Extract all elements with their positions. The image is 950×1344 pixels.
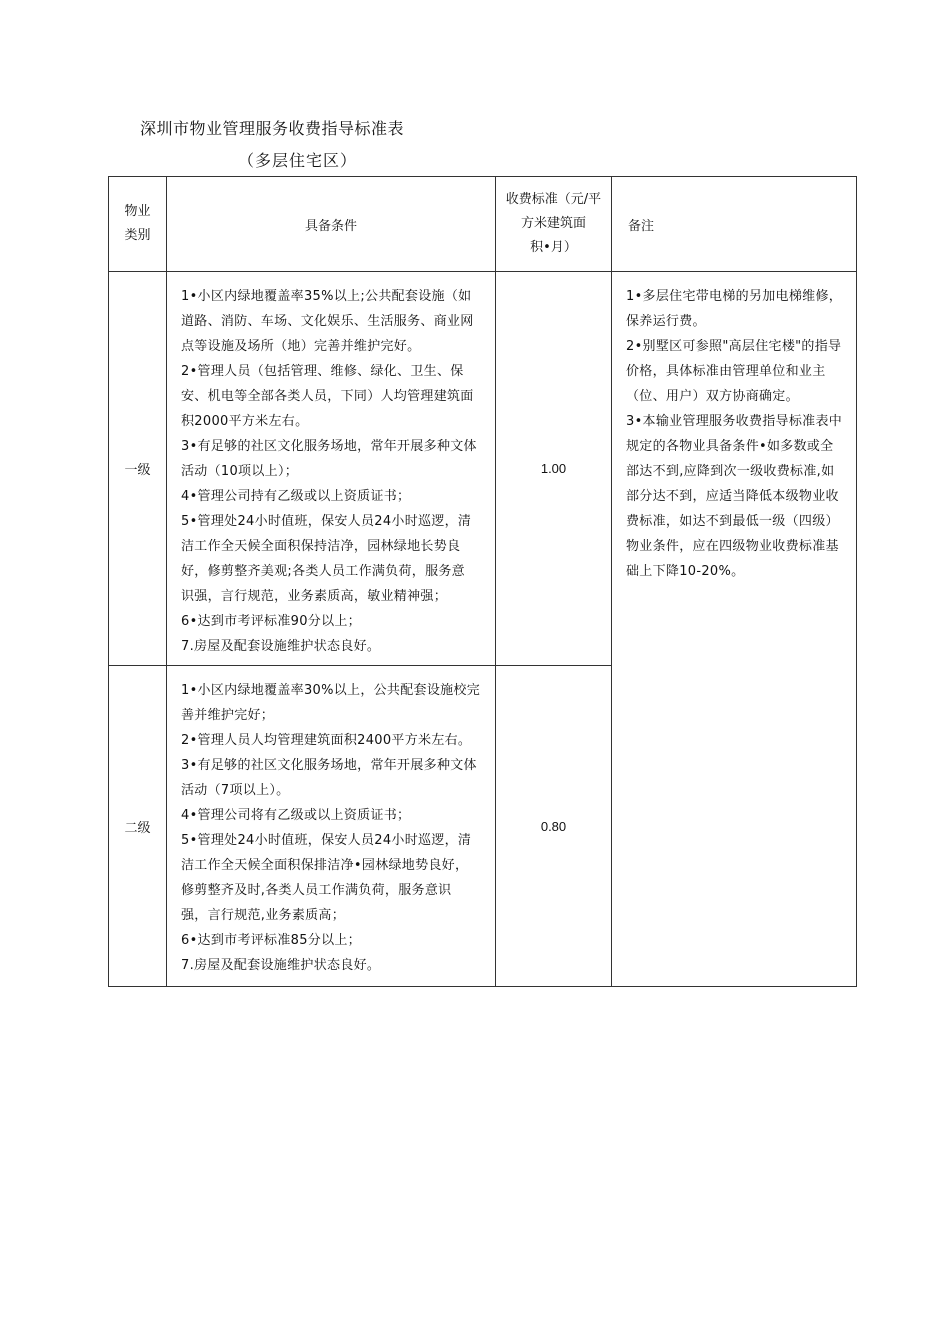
condition-line: 洁工作全天候全面积保排洁净•园林绿地势良好， [181, 858, 469, 873]
document-title: 深圳市物业管理服务收费指导标准表 [140, 119, 405, 138]
condition-line: 善并维护完好； [181, 708, 275, 723]
condition-line: 5•管理处24小时值班，保安人员24小时巡逻，清 [181, 833, 472, 848]
header-fee [496, 177, 612, 272]
category-cell: 二级 [109, 666, 167, 987]
condition-line: 洁工作全天候全面积保持洁净，园林绿地长势良 [181, 539, 461, 554]
note-line: 1•多层住宅带电梯的另加电梯维修， [626, 289, 843, 304]
note-line: 础上下降10-20%。 [626, 564, 745, 579]
condition-line: 4•管理公司持有乙级或以上资质证书； [181, 489, 411, 504]
condition-line: 4•管理公司将有乙级或以上资质证书； [181, 808, 411, 823]
notes-cell [612, 272, 857, 987]
note-line: 物业条件，应在四级物业收费标准基 [626, 539, 839, 554]
note-line: 部分达不到，应适当降低本级物业收 [626, 489, 839, 504]
condition-line: 好，修剪整齐美观;各类人员工作满负荷，服务意 [181, 564, 465, 579]
condition-line: 5•管理处24小时值班，保安人员24小时巡逻，清 [181, 514, 472, 529]
note-line: 3•本输业管理服务收费指导标准表中 [626, 414, 843, 429]
condition-line: 点等设施及场所（地）完善并维护完好。 [181, 339, 421, 354]
conditions-cell [167, 666, 496, 987]
condition-line: 积2000平方米左右。 [181, 414, 309, 429]
note-line: 部达不到,应降到次一级收费标准,如 [626, 464, 835, 479]
header-conditions: 具备条件 [167, 177, 496, 272]
condition-line: 6•达到市考评标准85分以上； [181, 933, 361, 948]
header-fee-line: 方米建筑面 [520, 216, 586, 231]
document-subtitle: （多层住宅区） [238, 151, 358, 170]
condition-line: 1•小区内绿地覆盖率35%以上;公共配套设施（如 [181, 289, 472, 304]
condition-line: 1•小区内绿地覆盖率30%以上，公共配套设施校完 [181, 683, 481, 698]
condition-line: 活动（7项以上）。 [181, 783, 290, 798]
conditions-list [167, 272, 495, 659]
fee-cell: 1.00 [496, 272, 612, 666]
note-line: 规定的各物业具备条件•如多数或全 [626, 439, 834, 454]
table-header-row [109, 177, 857, 272]
fee-standard-table [108, 176, 857, 987]
category-cell: 一级 [109, 272, 167, 666]
condition-line: 3•有足够的社区文化服务场地，常年开展多种文体 [181, 439, 477, 454]
condition-line: 3•有足够的社区文化服务场地，常年开展多种文体 [181, 758, 477, 773]
note-line: 保养运行费。 [626, 314, 706, 329]
condition-line: 修剪整齐及时,各类人员工作满负荷，服务意识 [181, 883, 452, 898]
condition-line: 7.房屋及配套设施维护状态良好。 [181, 958, 381, 973]
header-fee-line: 收费标准（元/平 [505, 192, 602, 207]
header-category-line: 物业 [124, 204, 151, 219]
condition-line: 2•管理人员人均管理建筑面积2400平方米左右。 [181, 733, 472, 748]
notes-list [612, 272, 856, 584]
note-line: 价格，具体标准由管理单位和业主 [626, 364, 826, 379]
fee-cell: 0.80 [496, 666, 612, 987]
header-category-line: 类别 [124, 228, 151, 243]
condition-line: 安、机电等全部各类人员，下同）人均管理建筑面 [181, 389, 474, 404]
condition-line: 强，言行规范,业务素质高； [181, 908, 346, 923]
table-row [109, 272, 857, 666]
condition-line: 识强，言行规范，业务素质高，敏业精神强； [181, 589, 448, 604]
condition-line: 2•管理人员（包括管理、维修、绿化、卫生、保 [181, 364, 464, 379]
header-category [109, 177, 167, 272]
condition-line: 6•达到市考评标准90分以上； [181, 614, 361, 629]
note-line: 费标准，如达不到最低一级（四级） [626, 514, 839, 529]
header-fee-line: 积•月） [530, 240, 577, 255]
condition-line: 活动（10项以上）； [181, 464, 299, 479]
condition-line: 道路、消防、车场、文化娱乐、生活服务、商业网 [181, 314, 474, 329]
conditions-list [167, 666, 495, 978]
note-line: 2•别墅区可参照"高层住宅楼"的指导 [626, 339, 842, 354]
condition-line: 7.房屋及配套设施维护状态良好。 [181, 639, 381, 654]
note-line: （位、用户）双方协商确定。 [626, 389, 799, 404]
conditions-cell [167, 272, 496, 666]
header-notes: 备注 [612, 177, 857, 272]
